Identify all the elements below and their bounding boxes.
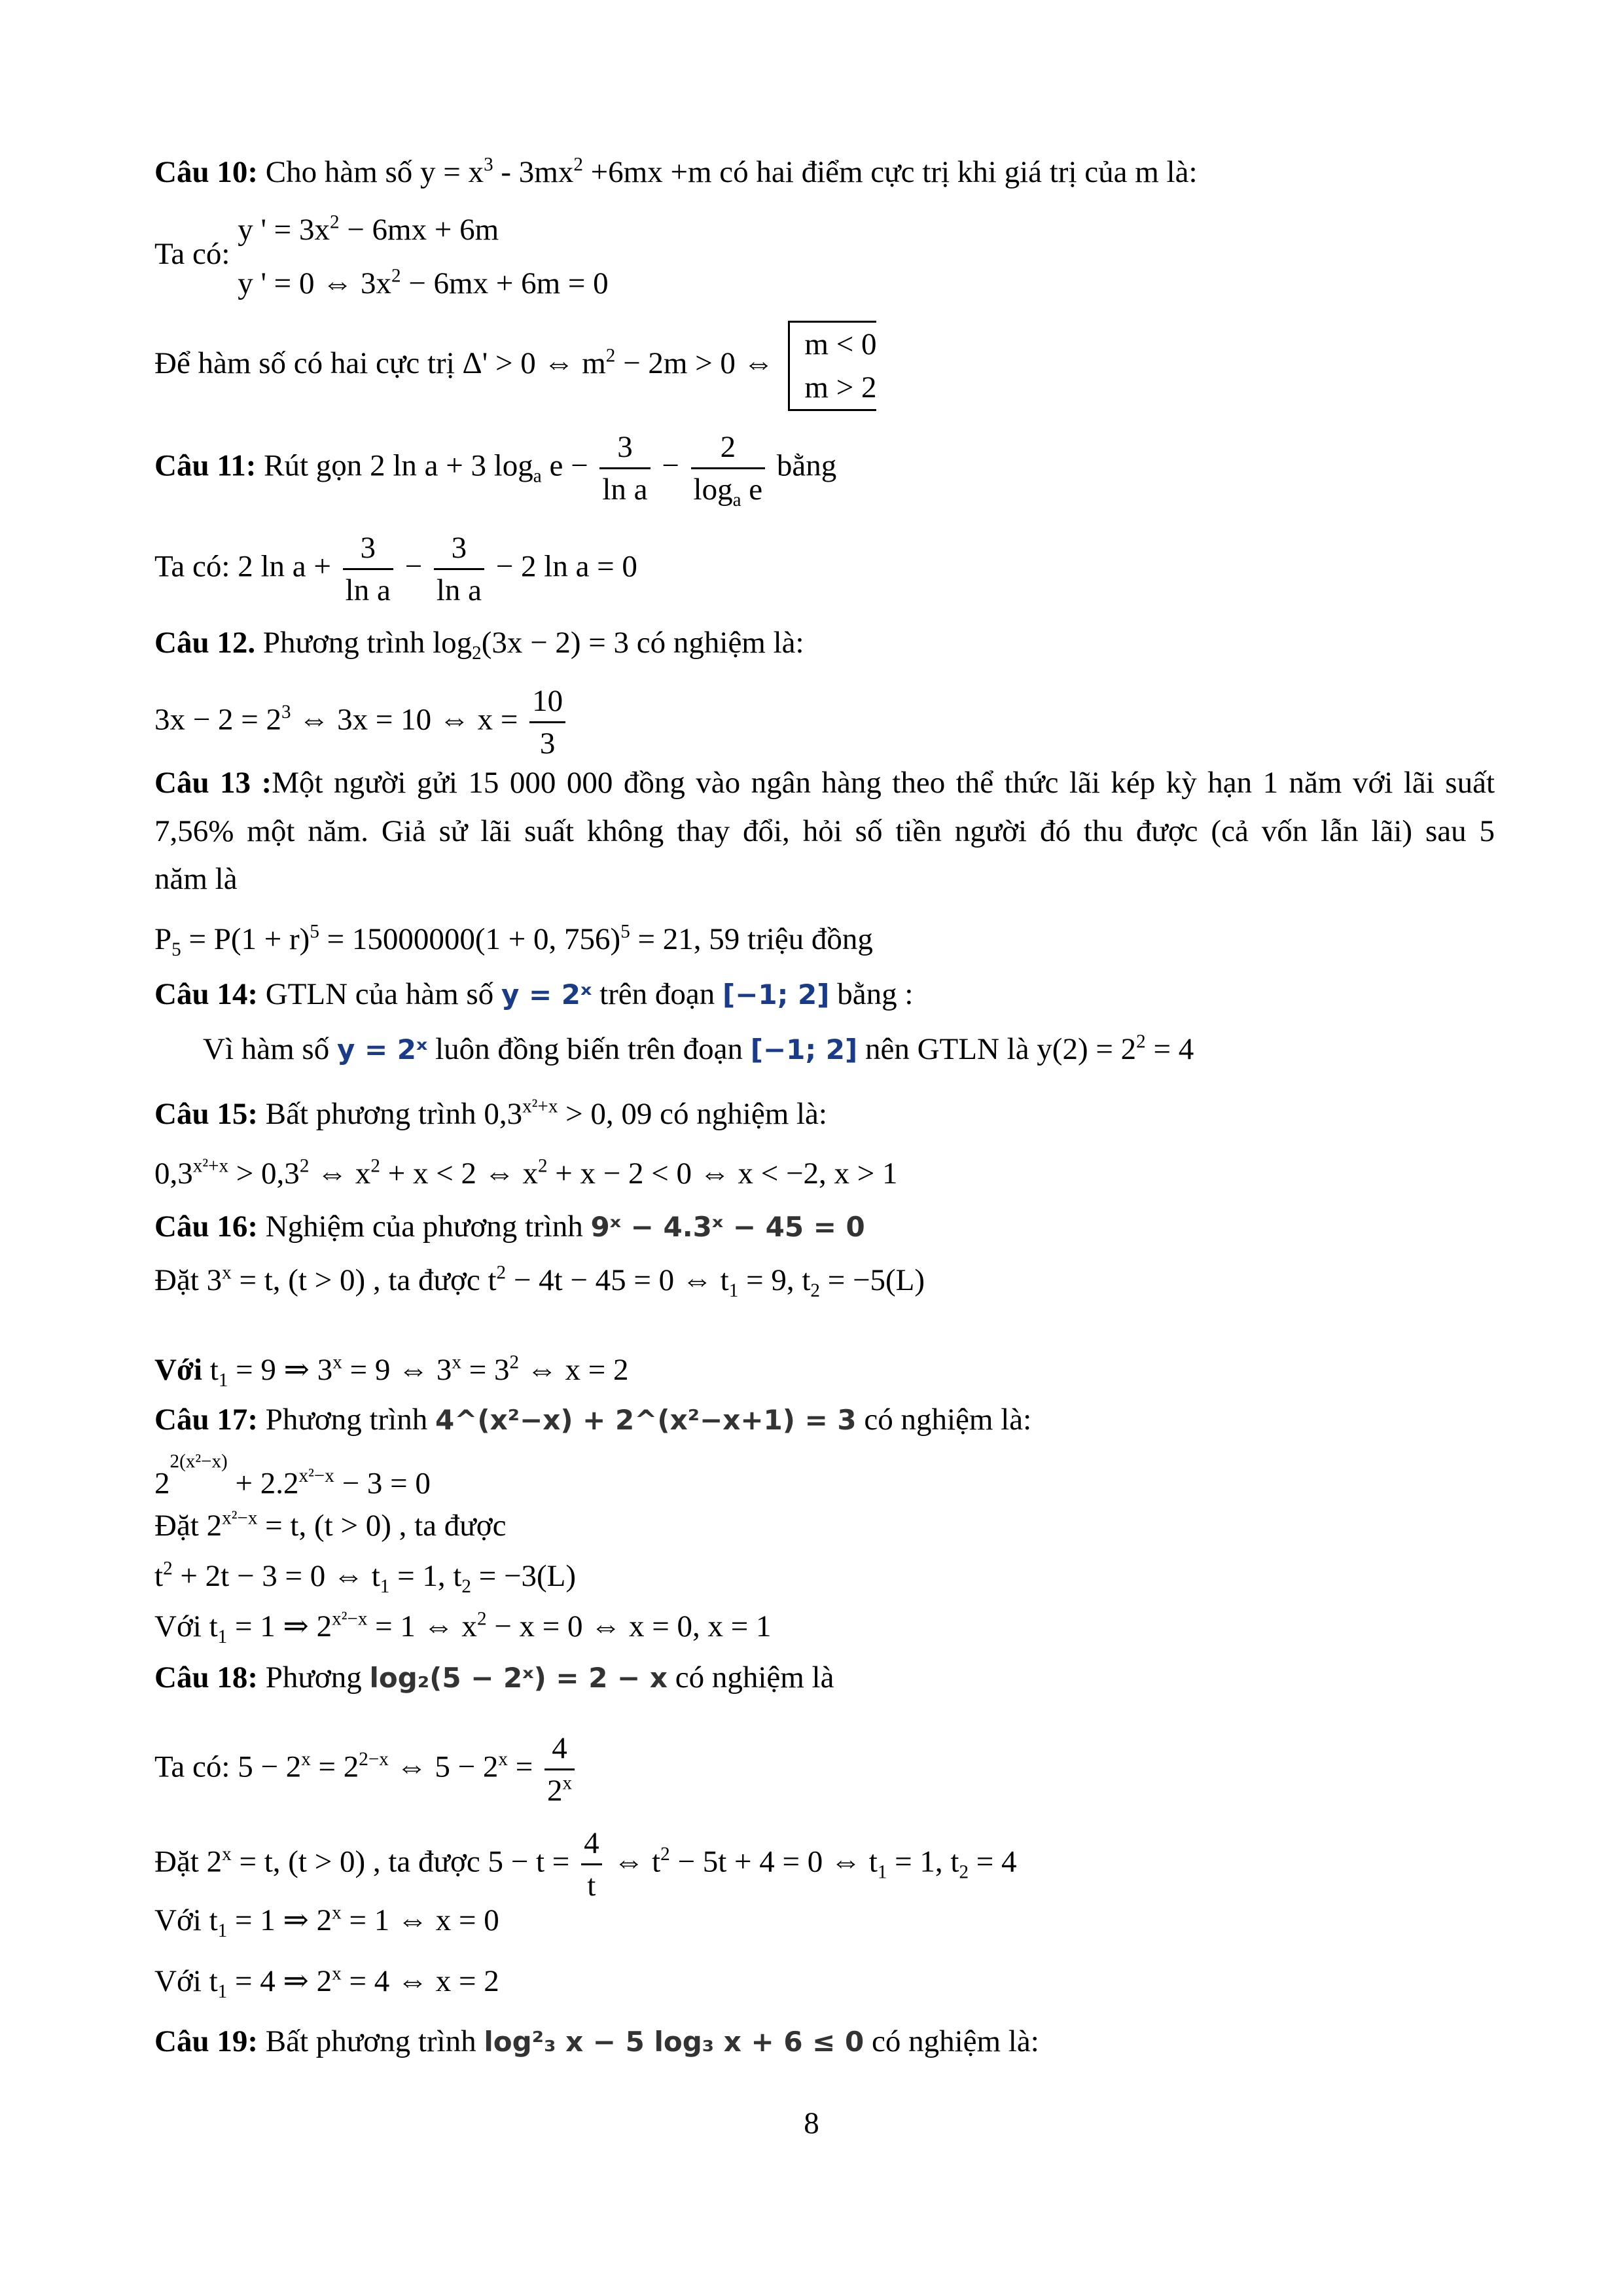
q12-title: Câu 12. Phương trình $\log_2(3x - 2) = 3$ có nghiệm là: — [154, 626, 804, 664]
q18-line3: Với $t_1 = 1$ ⇒ $2^x = 1$ ⇔ x = 0 — [154, 1902, 499, 1942]
q10-case-bracket: m < 0 m > 2 — [788, 321, 876, 411]
q17-line3: $t^2 + 2t - 3 = 0$ ⇔ $t_1 = 1$, $t_2 = -3(L)$ — [154, 1558, 576, 1598]
q14-title: Câu 14: GTLN của hàm số y = 2ˣ trên đoạn [−1; 2] bằng : — [154, 977, 914, 1011]
q18-line4: Với $t_1 = 4$ ⇒ $2^x = 4$ ⇔ x = 2 — [154, 1963, 499, 2003]
q17-equation-image: 4^(x²−x) + 2^(x²−x+1) = 3 — [435, 1404, 857, 1436]
q14-interval-image: [−1; 2] — [722, 978, 830, 1011]
q13-line1: Câu 13 :Một người gửi 15 000 000 đồng vào ngân hàng theo thể thức lãi kép kỳ hạn 1 năm với lãi suất — [154, 766, 1495, 800]
q16-equation-image: 9ˣ − 4.3ˣ − 45 = 0 — [590, 1211, 865, 1243]
q15-solution: $0,3^{x^2+x} > 0,3^2$ ⇔ $x^2 + x < 2$ ⇔ $x^2 + x - 2 < 0$ ⇔ x < −2, x > 1 — [154, 1155, 898, 1191]
q10-condition: Để hàm số có hai cực trị Δ' > 0 ⇔ $m^2 - 2m > 0$ ⇔ m < 0 m > 2 — [154, 321, 876, 411]
q16-case: Với $t_1 = 9$ ⇒ $3^x = 9$ ⇔ $3^x = 3^2$ ⇔ x = 2 — [154, 1352, 629, 1391]
q17-line2: Đặt $2^{x^2-x} = t$, (t > 0) , ta được — [154, 1507, 507, 1543]
q16-title: Câu 16: Nghiệm của phương trình 9ˣ − 4.3ˣ − 45 = 0 — [154, 1210, 865, 1244]
q17-line4: Với $t_1 = 1$ ⇒ $2^{x^2-x} = 1$ ⇔ $x^2 - x = 0$ ⇔ x = 0, x = 1 — [154, 1608, 772, 1648]
q15-title: Câu 15: Bất phương trình $0,3^{x^2+x} > 0$, 09 có nghiệm là: — [154, 1096, 827, 1131]
q18-line1: Ta có: $5 - 2^x = 2^{2-x}$ ⇔ $5 - 2^x$ = $\frac{4}{2^x}$ — [154, 1728, 579, 1811]
q13-line2: 7,56% một năm. Giả sử lãi suất không thay đổi, hỏi số tiền người đó thu được (cả vốn lẫn lãi) sau 5 — [154, 814, 1495, 848]
q10-title: Câu 10: Cho hàm số $y = x^3 - 3mx^2 +6mx +m$ có hai điểm cực trị khi giá trị của m là: — [154, 154, 1198, 189]
q13-line3: năm là — [154, 862, 238, 896]
q13-solution: $P_5 = P(1 + r)^5 = 15000000(1 + 0$, 756)$^5$ = 21, 59 triệu đồng — [154, 921, 873, 961]
q17-line1: $2^{2(x^2-x)} + 2.2^{x^2-x} - 3 = 0$ — [154, 1451, 431, 1501]
q14-function-image: y = 2ˣ — [501, 978, 592, 1011]
page-number: 8 — [804, 2106, 819, 2140]
q19-title: Câu 19: Bất phương trình log²₃ x − 5 log₃ x + 6 ≤ 0 có nghiệm là: — [154, 2024, 1039, 2058]
q11-solution: Ta có: 2 ln a + $\frac{3}{\text{ln a}}$ − $\frac{3}{\text{ln a}}$ − 2 ln a = 0 — [154, 528, 637, 611]
q10-derivative: Ta có: y ' = $3x^2 - 6mx + 6m$ y ' = 0 ⇔ $3x^2 - 6mx + 6m = 0$ — [154, 211, 609, 300]
q10-label: Câu 10: — [154, 155, 258, 189]
q17-title: Câu 17: Phương trình 4^(x²−x) + 2^(x²−x+1) = 3 có nghiệm là: — [154, 1403, 1032, 1437]
q18-title: Câu 18: Phương log₂(5 − 2ˣ) = 2 − x có nghiệm là — [154, 1660, 834, 1695]
q18-line2: Đặt $2^x = t$, (t > 0) , ta được 5 − t = $\frac{4}{t}$ ⇔ $t^2 - 5t + 4 = 0$ ⇔ $t_1 = 1$, $t_2 = 4$ — [154, 1823, 1017, 1906]
q19-inequality-image: log²₃ x − 5 log₃ x + 6 ≤ 0 — [484, 2026, 865, 2058]
q14-solution: Vì hàm số y = 2ˣ luôn đồng biến trên đoạn [−1; 2] nên GTLN là $y(2) = 2^2 = 4$ — [203, 1031, 1194, 1066]
q18-equation-image: log₂(5 − 2ˣ) = 2 − x — [369, 1662, 668, 1694]
q11-title: Câu 11: Rút gọn 2 ln a + 3 $\log_a e$ − $\frac{3}{\text{ln a}}$ − $\frac{2}{\log_a e}$ bằng — [154, 430, 837, 511]
q12-solution: $3x - 2 = 2^3$ ⇔ 3x = 10 ⇔ x = $\frac{10}{3}$ — [154, 681, 569, 764]
q16-substitution: Đặt $3^x = t$, (t > 0) , ta được $t^2 - 4t - 45 = 0$ ⇔ $t_1 = 9$, $t_2 = -5(L)$ — [154, 1262, 925, 1302]
